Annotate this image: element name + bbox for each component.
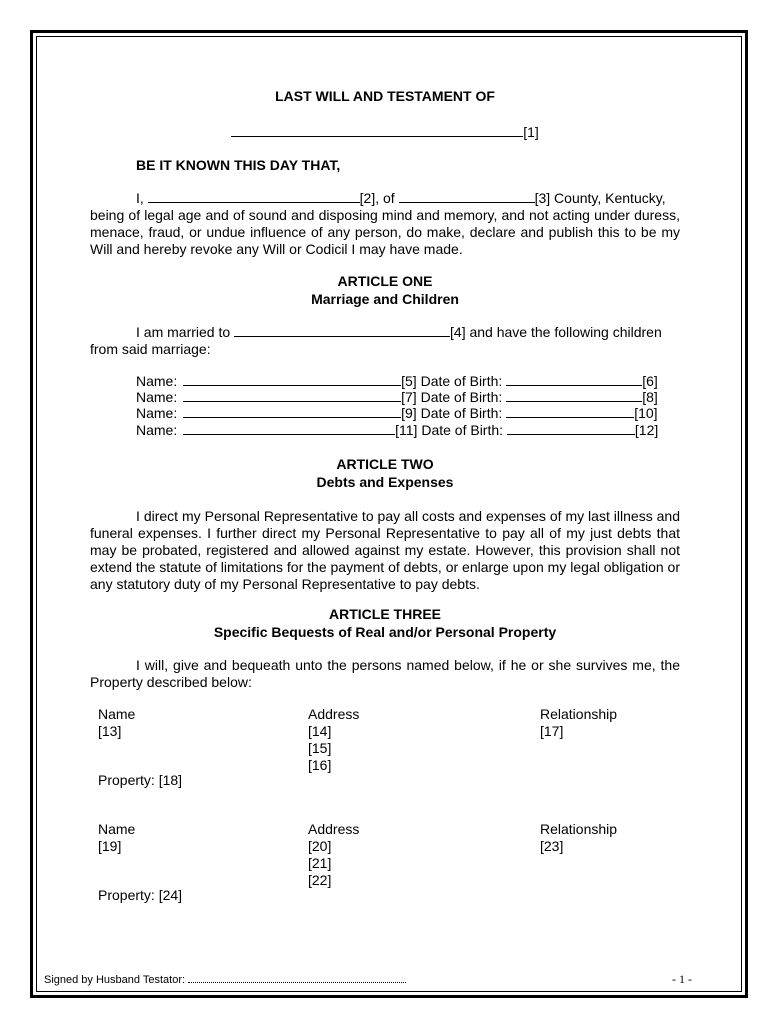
name-marker[interactable]: [13] bbox=[98, 723, 122, 739]
address-marker[interactable]: [20] bbox=[308, 838, 332, 854]
testator-name-line[interactable] bbox=[90, 124, 680, 141]
article-three-heading: ARTICLE THREE bbox=[329, 606, 441, 622]
child-dob-marker: [10] bbox=[634, 405, 658, 421]
child-name-marker: [11] Date of Birth: bbox=[395, 422, 504, 438]
name-marker[interactable]: [19] bbox=[98, 838, 122, 854]
child-row bbox=[136, 389, 662, 406]
intro-suffix: [3] County, Kentucky, bbox=[534, 190, 666, 206]
child-dob-blank[interactable] bbox=[506, 373, 642, 386]
property-line[interactable]: Property: [18] bbox=[98, 772, 183, 788]
child-label: Name: bbox=[136, 422, 178, 438]
intro-line-4: Will and hereby revoke any Will or Codicil I may have made. bbox=[90, 241, 463, 257]
child-name-blank[interactable] bbox=[183, 373, 401, 386]
known-heading: BE IT KNOWN THIS DAY THAT, bbox=[136, 157, 341, 173]
address-marker[interactable]: [22] bbox=[308, 872, 332, 888]
article-two-subheading: Debts and Expenses bbox=[316, 474, 454, 490]
child-dob-blank[interactable] bbox=[506, 389, 642, 402]
child-row bbox=[136, 405, 662, 422]
signature-line bbox=[44, 973, 406, 987]
document-title: LAST WILL AND TESTAMENT OF bbox=[275, 88, 495, 104]
child-name-marker: [9] Date of Birth: bbox=[401, 405, 503, 421]
child-name-blank[interactable] bbox=[183, 389, 401, 402]
child-dob-marker: [12] bbox=[634, 422, 659, 438]
name-header: Name bbox=[98, 706, 136, 722]
article-two-heading: ARTICLE TWO bbox=[336, 456, 434, 472]
child-dob-blank[interactable] bbox=[507, 422, 635, 435]
address-header: Address bbox=[308, 821, 360, 837]
relationship-marker[interactable]: [23] bbox=[540, 838, 564, 854]
bequest-intro-line: I will, give and bequeath unto the persons named below, if he or she survives me, the bbox=[136, 657, 680, 673]
relationship-marker[interactable]: [17] bbox=[540, 723, 564, 739]
intro-line-1 bbox=[136, 190, 680, 207]
county-blank[interactable] bbox=[399, 190, 535, 203]
child-name-blank[interactable] bbox=[183, 405, 401, 418]
child-label: Name: bbox=[136, 389, 178, 405]
child-row bbox=[136, 422, 662, 439]
name-header: Name bbox=[98, 821, 136, 837]
field-marker: [1] bbox=[523, 124, 539, 140]
intro-prefix: I, bbox=[136, 190, 144, 206]
article-two-paragraph bbox=[90, 508, 680, 593]
spouse-blank[interactable] bbox=[234, 324, 450, 337]
address-header: Address bbox=[308, 706, 360, 722]
intro-line-2: being of legal age and of sound and disposing mind and memory, and not acting under duress, bbox=[90, 207, 680, 223]
intro-mid: [2], of bbox=[359, 190, 395, 206]
debts-line: may be probated, registered and allowed against my estate. However, this provision shall not bbox=[90, 542, 680, 558]
relationship-header: Relationship bbox=[540, 706, 618, 722]
article-three-subheading: Specific Bequests of Real and/or Personal Property bbox=[213, 624, 557, 640]
child-label: Name: bbox=[136, 405, 178, 421]
child-dob-blank[interactable] bbox=[506, 405, 634, 418]
page-number: - 1 - bbox=[672, 972, 692, 986]
debts-line: I direct my Personal Representative to pay all costs and expenses of my last illness and bbox=[136, 508, 680, 524]
address-marker[interactable]: [16] bbox=[308, 757, 332, 773]
property-line[interactable]: Property: [24] bbox=[98, 887, 183, 903]
child-dob-marker: [6] bbox=[642, 373, 658, 389]
signed-label: Signed by Husband Testator: bbox=[44, 974, 186, 986]
child-name-blank[interactable] bbox=[183, 422, 395, 435]
child-name-marker: [7] Date of Birth: bbox=[401, 389, 503, 405]
child-name-marker: [5] Date of Birth: bbox=[401, 373, 503, 389]
article-one-subheading: Marriage and Children bbox=[311, 291, 459, 307]
child-row bbox=[136, 373, 662, 390]
intro-line-3: menace, fraud, or undue influence of any person, do make, declare and publish this to be my bbox=[90, 224, 680, 240]
article-three-paragraph bbox=[90, 657, 680, 691]
relationship-header: Relationship bbox=[540, 821, 618, 837]
address-marker[interactable]: [15] bbox=[308, 740, 332, 756]
address-marker[interactable]: [21] bbox=[308, 855, 332, 871]
child-dob-marker: [8] bbox=[642, 389, 658, 405]
testator-blank[interactable] bbox=[148, 190, 360, 203]
bequest-intro-line: Property described below: bbox=[90, 674, 252, 690]
debts-line: funeral expenses. I further direct my Personal Representative to pay all of my just debts that bbox=[90, 525, 680, 541]
debts-line: any statutory duty of my Personal Representative to pay debts. bbox=[90, 576, 480, 592]
signature-blank[interactable] bbox=[188, 973, 406, 983]
married-line bbox=[136, 324, 680, 341]
article-one-heading: ARTICLE ONE bbox=[337, 273, 433, 289]
testator-name-blank[interactable] bbox=[231, 124, 523, 137]
address-marker[interactable]: [14] bbox=[308, 723, 332, 739]
married-suffix: [4] and have the following children bbox=[450, 324, 662, 340]
child-label: Name: bbox=[136, 373, 178, 389]
married-prefix: I am married to bbox=[136, 324, 231, 340]
married-line-2: from said marriage: bbox=[90, 341, 211, 357]
intro-paragraph bbox=[90, 207, 680, 258]
debts-line: extend the statute of limitations for the payment of debts, or enlarge upon my legal obligation or bbox=[90, 559, 680, 575]
